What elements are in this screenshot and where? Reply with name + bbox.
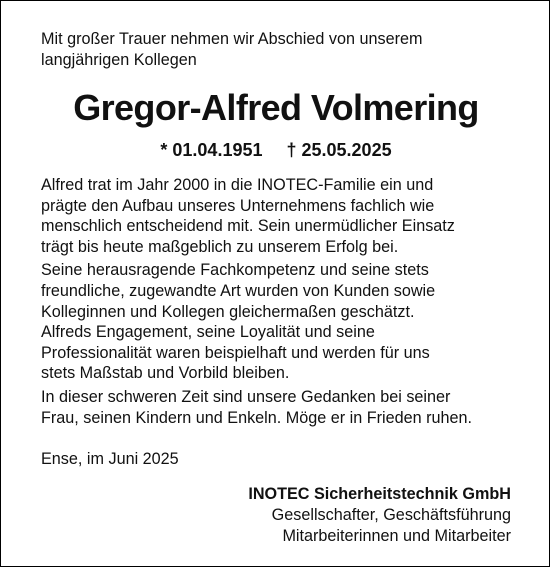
signature-block [248, 484, 511, 547]
signature-line-staff: Mitarbeiterinnen und Mitarbeiter [282, 527, 511, 545]
paragraph-character: Seine herausragende Fachkompetenz und seine stets freundliche, zugewandte Art wurden von Kunden sowie Kolleginnen und Kollegen gleichermaßen geschätzt. Alfreds Engagement, seine Loyalität und seine Professionalität waren beispielhaft und werden für uns stets Maßstab und Vorbild bleiben. [41, 261, 436, 383]
paragraph-career: Alfred trat im Jahr 2000 in die INOTEC-Familie ein und prägte den Aufbau unseres Unternehmens fachlich wie menschlich entscheidend mit. Sein unermüdlicher Einsatz trägt bis heute maßgeblich zu unserem Erfolg bei. [41, 176, 455, 256]
signature-line-management: Gesellschafter, Geschäftsführung [271, 506, 511, 524]
body-text [41, 175, 521, 431]
paragraph-condolence: In dieser schweren Zeit sind unsere Gedanken bei seiner Frau, seinen Kindern und Enkeln. Möge er in Frieden ruhen. [41, 387, 473, 427]
company-name: INOTEC Sicherheitstechnik GmbH [248, 485, 511, 503]
deceased-name: Gregor-Alfred Volmering [73, 87, 479, 128]
intro-text: Mit großer Trauer nehmen wir Abschied von unserem langjährigen Kollegen [41, 30, 423, 69]
death-date: † 25.05.2025 [286, 140, 392, 160]
place-date: Ense, im Juni 2025 [41, 450, 179, 468]
life-dates [1, 138, 550, 162]
birth-date: * 01.04.1951 [160, 140, 263, 160]
